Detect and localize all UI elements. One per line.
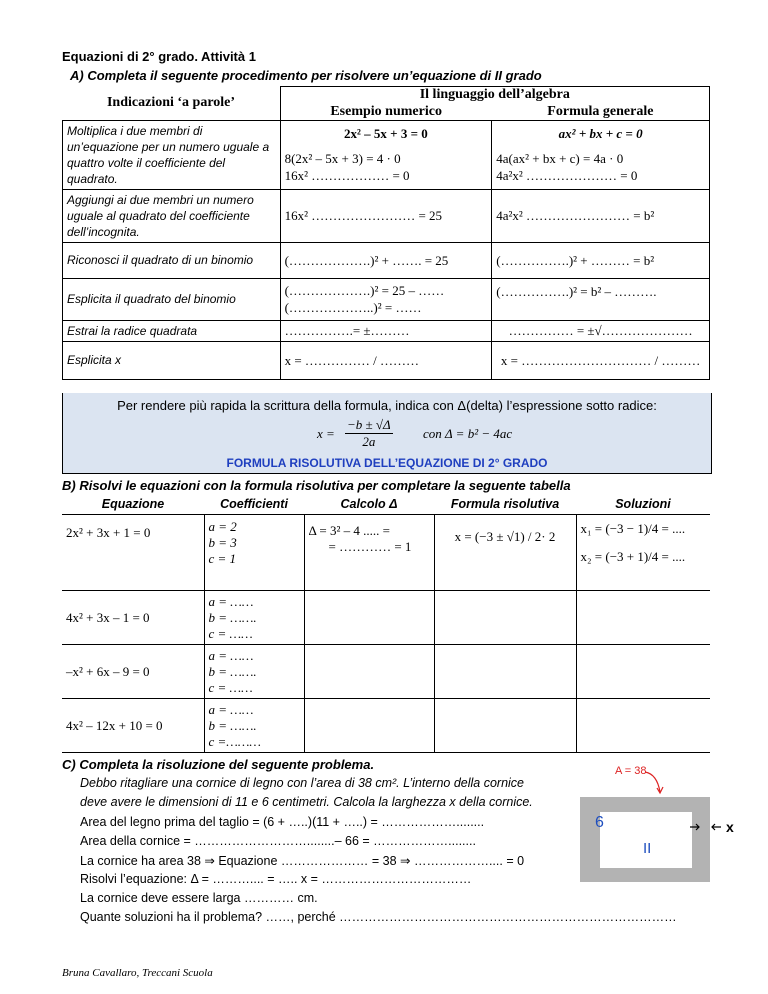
solution-cell	[576, 699, 710, 753]
table-a	[62, 86, 710, 380]
problem-line-6: Risolvi l’equazione: Δ = ……….... = ….. x = ………………………………	[80, 872, 472, 886]
instruction-5: Estrai la radice quadrata	[63, 320, 281, 341]
formula-cell	[434, 591, 576, 645]
equation-cell: –x² + 6x – 9 = 0	[62, 645, 204, 699]
example-step-4b: (………………..)² = ……	[284, 300, 422, 315]
formula-cell	[434, 699, 576, 753]
instruction-4: Esplicita il quadrato del binomio	[63, 278, 281, 320]
problem-line-4: Area della cornice = ………………………........– 66 = ………………........	[80, 834, 476, 848]
coef-b: b = …….	[208, 717, 257, 733]
coef-c: c =………	[208, 733, 261, 749]
coef-c: c = ……	[208, 625, 253, 641]
instruction-2: Aggiungi ai due membri un numero uguale al quadrato del coefficiente dell’incognita.	[63, 189, 281, 242]
problem-line-5: La cornice ha area 38 ⇒ Equazione ………………… = 38 ⇒ ……………….... = 0	[80, 854, 525, 868]
col-formula: Formula risolutiva	[434, 494, 576, 515]
instruction-3: Riconosci il quadrato di un binomio	[63, 242, 281, 278]
frame-diagram	[565, 762, 740, 892]
coef-a: a = ……	[208, 593, 254, 609]
problem-line-2: deve avere le dimensioni di 11 e 6 centimetri. Calcola la larghezza x della cornice.	[80, 795, 533, 809]
formula-delta: con Δ = b² − 4ac	[423, 426, 513, 441]
solution-cell	[576, 591, 710, 645]
delta-cell	[304, 645, 434, 699]
width-label: x	[726, 819, 734, 835]
example-step-5: …………….= ±………	[280, 320, 492, 341]
formula-name: FORMULA RISOLUTIVA DELL’EQUAZIONE DI 2° GRADO	[226, 456, 548, 470]
equation-cell: 2x² + 3x + 1 = 0	[62, 515, 204, 591]
section-c-heading: C) Completa la risoluzione del seguente problema.	[62, 757, 375, 772]
coef-a: a = ……	[208, 647, 254, 663]
header-indicazioni: Indicazioni ‘a parole’	[63, 87, 281, 121]
problem-line-8: Quante soluzioni ha il problema? ……, perché ………………………………………………………………………	[80, 910, 677, 924]
footer: Bruna Cavallaro, Treccani Scuola	[62, 967, 213, 979]
delta-calc-2: = ………… = 1	[328, 539, 412, 554]
general-step-4: (…………….)² = b² – ……….	[492, 278, 710, 320]
quadratic-formula	[317, 417, 513, 450]
coef-b: b = …….	[208, 609, 257, 625]
width-arrow-right	[712, 824, 721, 830]
coef-a: a = 2	[208, 519, 237, 534]
example-step-1b: 16x² ……………… = 0	[284, 168, 410, 183]
example-step-3: (……………….)² + ……. = 25	[280, 242, 492, 278]
formula-numerator: −b ± √Δ	[347, 417, 391, 432]
general-step-5: …………… = ±√…………………	[492, 320, 710, 341]
delta-calc-1: Δ = 3² – 4 ..... =	[308, 523, 390, 538]
section-b-heading: B) Risolvi le equazioni con la formula risolutiva per completare la seguente tabella	[62, 478, 571, 493]
inner-width-label: II	[643, 840, 652, 857]
example-step-6: x = …………… / ………	[280, 341, 492, 379]
formula-lhs: x =	[317, 426, 335, 441]
col-calcolo-delta: Calcolo Δ	[304, 494, 434, 515]
area-label: A = 38	[615, 765, 647, 777]
equation-cell: 4x² + 3x – 1 = 0	[62, 591, 204, 645]
general-step-3: (…………….)² + ……… = b²	[492, 242, 710, 278]
instruction-6: Esplicita x	[63, 341, 281, 379]
col-coefficienti: Coefficienti	[204, 494, 304, 515]
delta-cell	[304, 699, 434, 753]
table-row	[62, 645, 710, 699]
solution-1: x₁ = (−3 − 1)/4 = ....	[580, 521, 686, 536]
example-step-1a: 8(2x² – 5x + 3) = 4 · 0	[284, 151, 401, 166]
table-row	[62, 699, 710, 753]
coef-c: c = ……	[208, 679, 253, 695]
example-step-2: 16x² …………………… = 25	[280, 189, 492, 242]
header-example: Esempio numerico	[330, 103, 442, 119]
problem-line-1: Debbo ritagliare una cornice di legno con l’area di 38 cm². L’interno della cornice	[80, 776, 525, 790]
col-soluzioni: Soluzioni	[576, 494, 710, 515]
header-group: Il linguaggio dell’algebra	[280, 87, 709, 104]
problem-line-7: La cornice deve essere larga ………… cm.	[80, 891, 318, 905]
inner-height-label: 6	[595, 814, 604, 831]
delta-cell	[304, 591, 434, 645]
col-equazione: Equazione	[62, 494, 204, 515]
solution-cell	[576, 645, 710, 699]
general-step-6: x = ………………………… / ………	[492, 341, 710, 379]
formula-box	[62, 393, 712, 474]
formula-denominator: 2a	[362, 434, 376, 449]
instruction-1: Moltiplica i due membri di un’equazione per un numero uguale a quattro volte il coefficiente del quadrato.	[63, 120, 281, 189]
formula-cell: x = (−3 ± √1) / 2· 2	[434, 515, 576, 591]
table-row	[62, 591, 710, 645]
coef-b: b = …….	[208, 663, 257, 679]
general-step-1b: 4a²x² ………………… = 0	[496, 168, 638, 183]
coef-b: b = 3	[208, 535, 237, 550]
header-general: Formula generale	[492, 104, 710, 121]
general-step-2: 4a²x² …………………… = b²	[492, 189, 710, 242]
section-a-heading: A) Completa il seguente procedimento per risolvere un’equazione di II grado	[70, 68, 542, 83]
example-equation: 2x² – 5x + 3 = 0	[344, 126, 428, 141]
general-equation: ax² + bx + c = 0	[558, 126, 643, 141]
problem-line-3: Area del legno prima del taglio = (6 + …..)(11 + …..) = ………………........	[80, 815, 485, 829]
general-step-1a: 4a(ax² + bx + c) = 4a · 0	[496, 151, 624, 166]
solution-2: x₂ = (−3 + 1)/4 = ....	[580, 549, 686, 564]
coef-c: c = 1	[208, 551, 237, 566]
table-row	[62, 515, 710, 591]
equation-cell: 4x² – 12x + 10 = 0	[62, 699, 204, 753]
formula-cell	[434, 645, 576, 699]
coef-a: a = ……	[208, 701, 254, 717]
page-title: Equazioni di 2° grado. Attività 1	[62, 49, 256, 64]
example-step-4a: (……………….)² = 25 – ……	[284, 283, 445, 298]
formula-note: Per rendere più rapida la scrittura della formula, indica con Δ(delta) l’espressione sotto radice:	[117, 398, 657, 413]
table-b	[62, 494, 710, 753]
